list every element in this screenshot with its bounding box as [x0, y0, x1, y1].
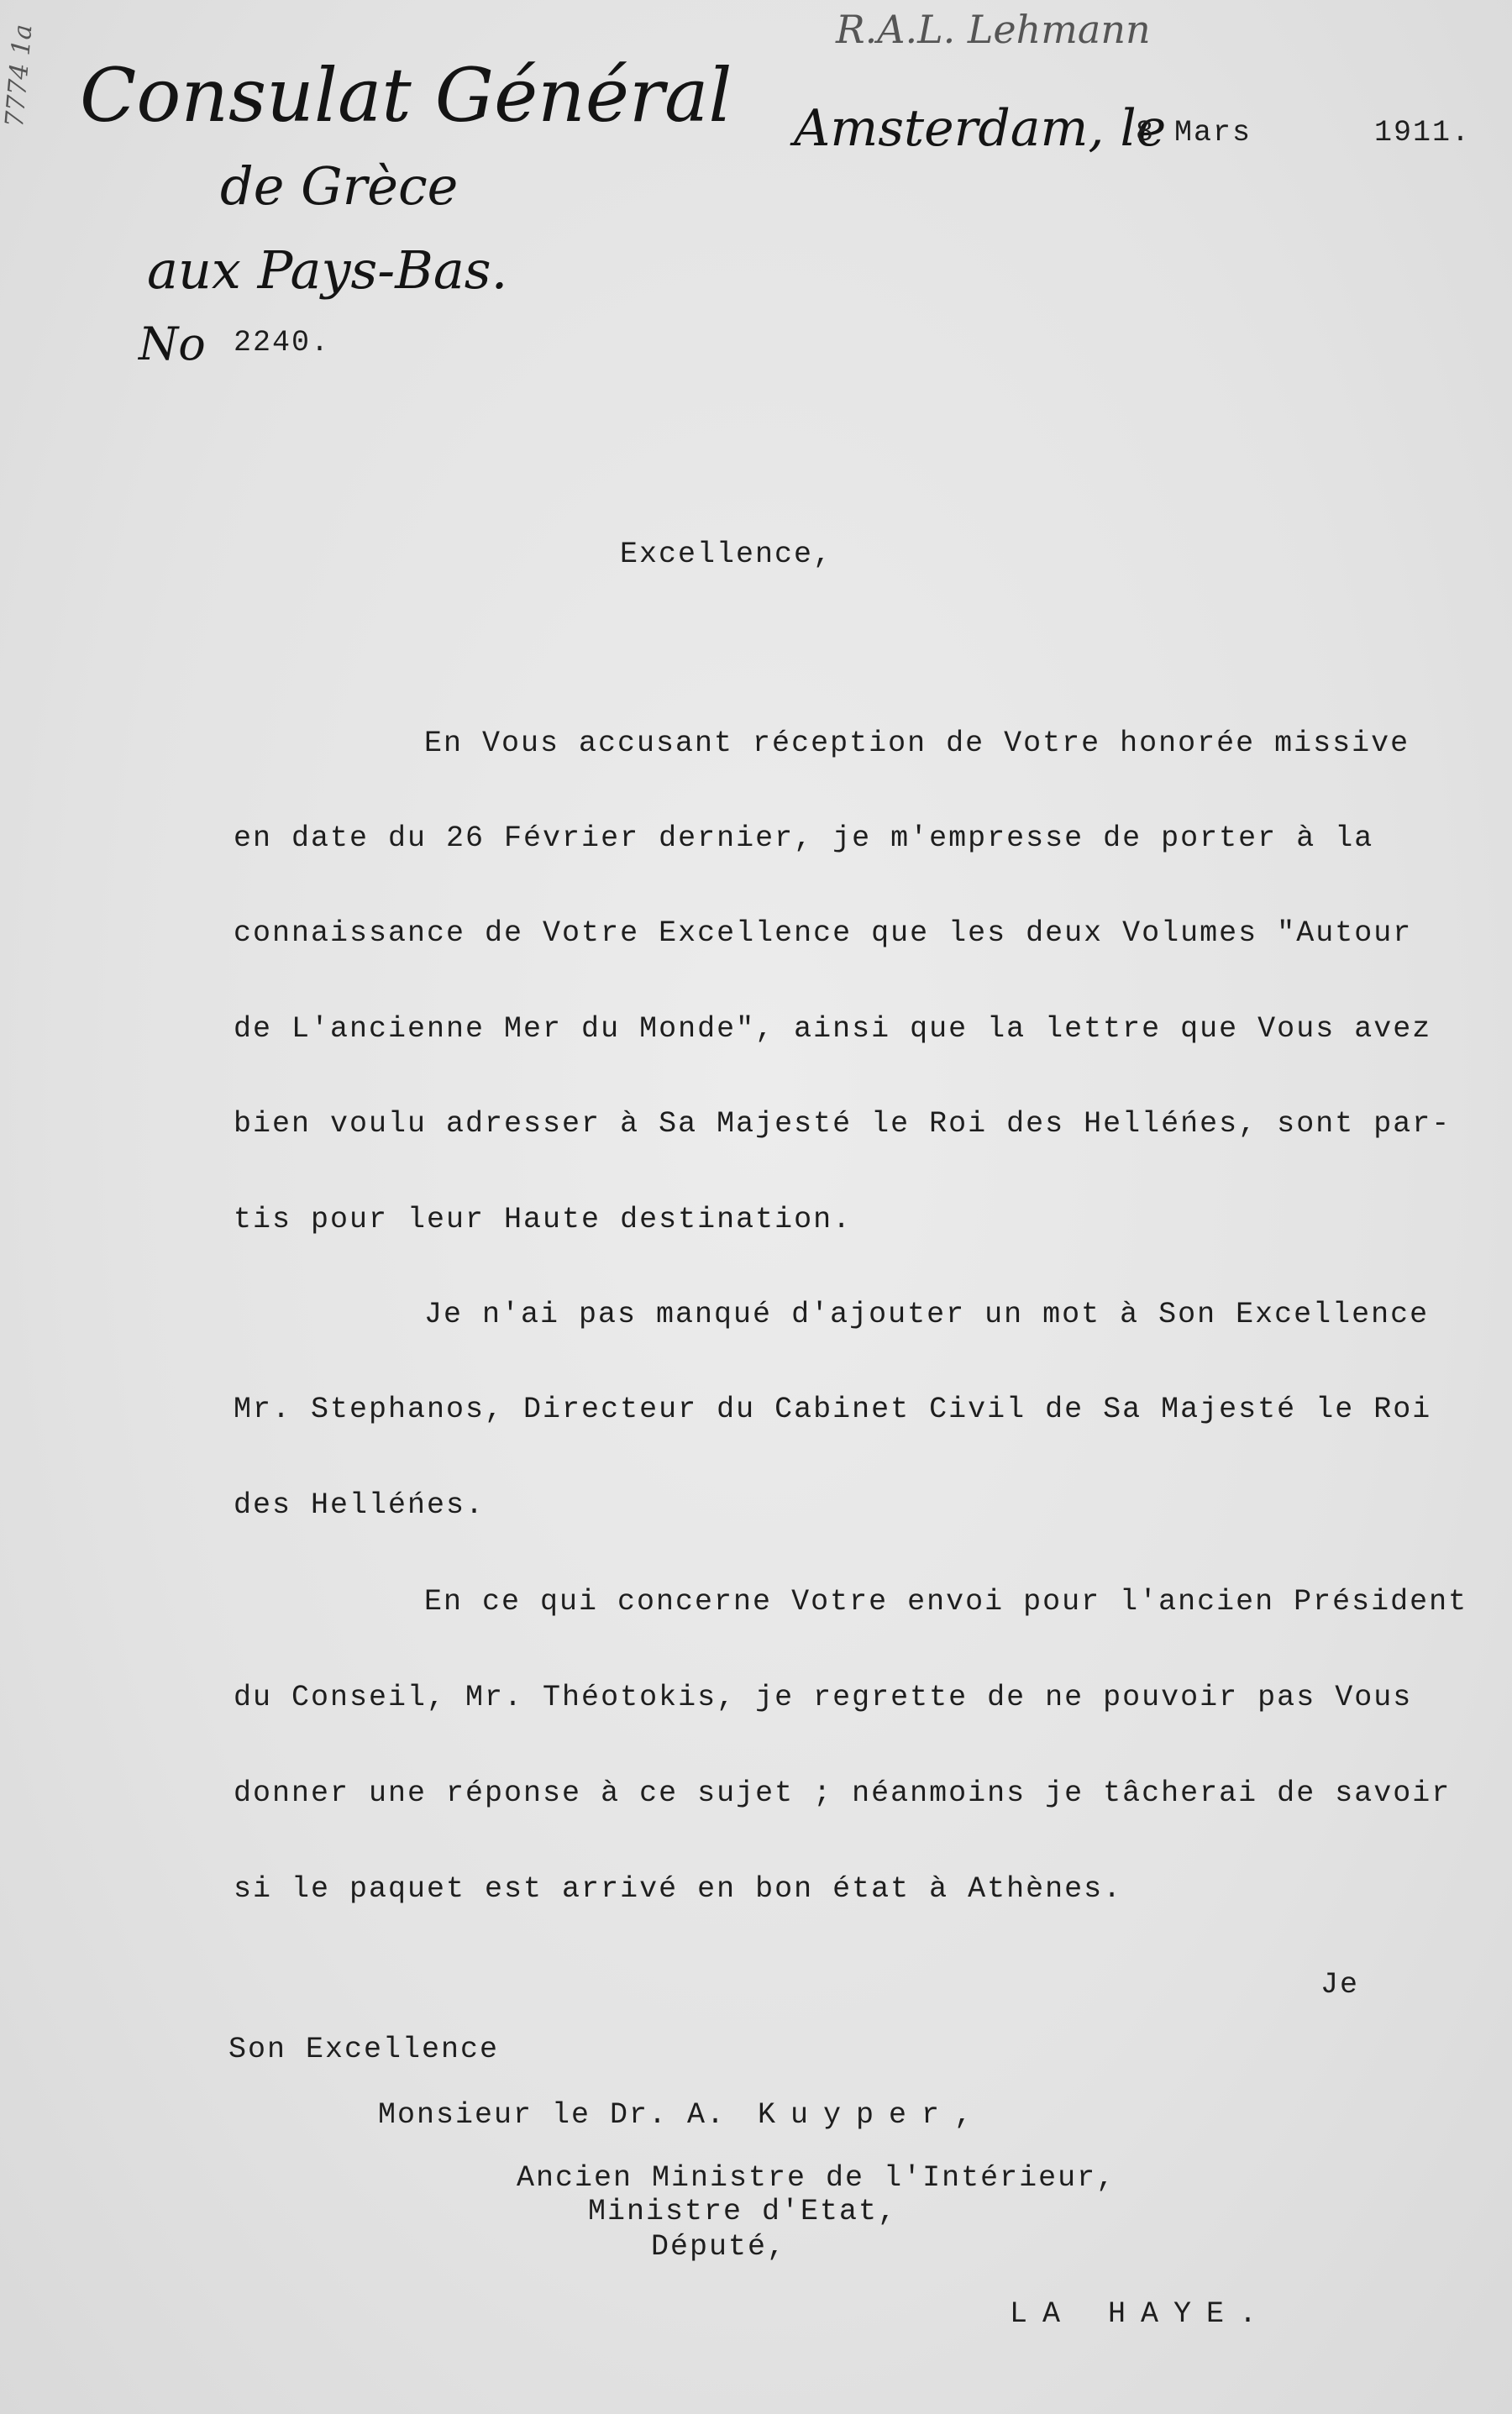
body-line: En ce qui concerne Votre envoi pour l'ancien Président [424, 1585, 1468, 1619]
catchword: Je [1320, 1968, 1360, 2002]
body-line: tis pour leur Haute destination. [234, 1203, 853, 1236]
addressee-role-1: Ancien Ministre de l'Intérieur, [517, 2161, 1116, 2195]
body-line: donner une réponse à ce sujet ; néanmoins je tâcherai de savoir [234, 1776, 1452, 1810]
addressee-name-prefix: Monsieur le Dr. A. [378, 2098, 727, 2132]
archive-note: R.A.L. Lehmann [836, 7, 1151, 52]
addressee-role-2: Ministre d'Etat, [588, 2195, 898, 2228]
reference-prefix: No [139, 317, 206, 370]
addressee-city: LA HAYE. [1010, 2297, 1273, 2331]
body-line: bien voulu adresser à Sa Majesté le Roi des Helléńes, sont par- [234, 1107, 1452, 1141]
letterhead-line-2: de Grèce [220, 155, 459, 217]
date-year: 1911. [1374, 116, 1472, 150]
body-line: des Helléńes. [234, 1488, 486, 1522]
addressee-title: Son Excellence [228, 2033, 500, 2066]
body-line: en date du 26 Février dernier, je m'empresse de porter à la [234, 821, 1374, 855]
reference-number: 2240. [234, 326, 331, 359]
body-line: Je n'ai pas manqué d'ajouter un mot à Son Excellence [424, 1298, 1430, 1331]
body-line: de L'ancienne Mer du Monde", ainsi que la lettre que Vous avez [234, 1012, 1432, 1046]
date-day-month: 8 Mars [1136, 116, 1252, 150]
place-label: Amsterdam, le [794, 99, 1167, 158]
margin-note: 7774 1a [0, 23, 39, 129]
body-line: connaissance de Votre Excellence que les deux Volumes "Autour [234, 916, 1413, 950]
salutation: Excellence, [620, 538, 833, 571]
body-line: Mr. Stephanos, Directeur du Cabinet Civil de Sa Majesté le Roi [234, 1393, 1432, 1426]
addressee-role-3: Député, [651, 2230, 787, 2264]
body-line: du Conseil, Mr. Théotokis, je regrette de ne pouvoir pas Vous [234, 1681, 1413, 1714]
body-line: En Vous accusant réception de Votre honorée missive [424, 727, 1410, 760]
addressee-surname: Kuyper, [758, 2098, 988, 2132]
body-line: si le paquet est arrivé en bon état à Athènes. [234, 1872, 1123, 1906]
letterhead-line-1: Consulat Général [80, 52, 732, 139]
letterhead-line-3: aux Pays-Bas. [147, 239, 508, 301]
